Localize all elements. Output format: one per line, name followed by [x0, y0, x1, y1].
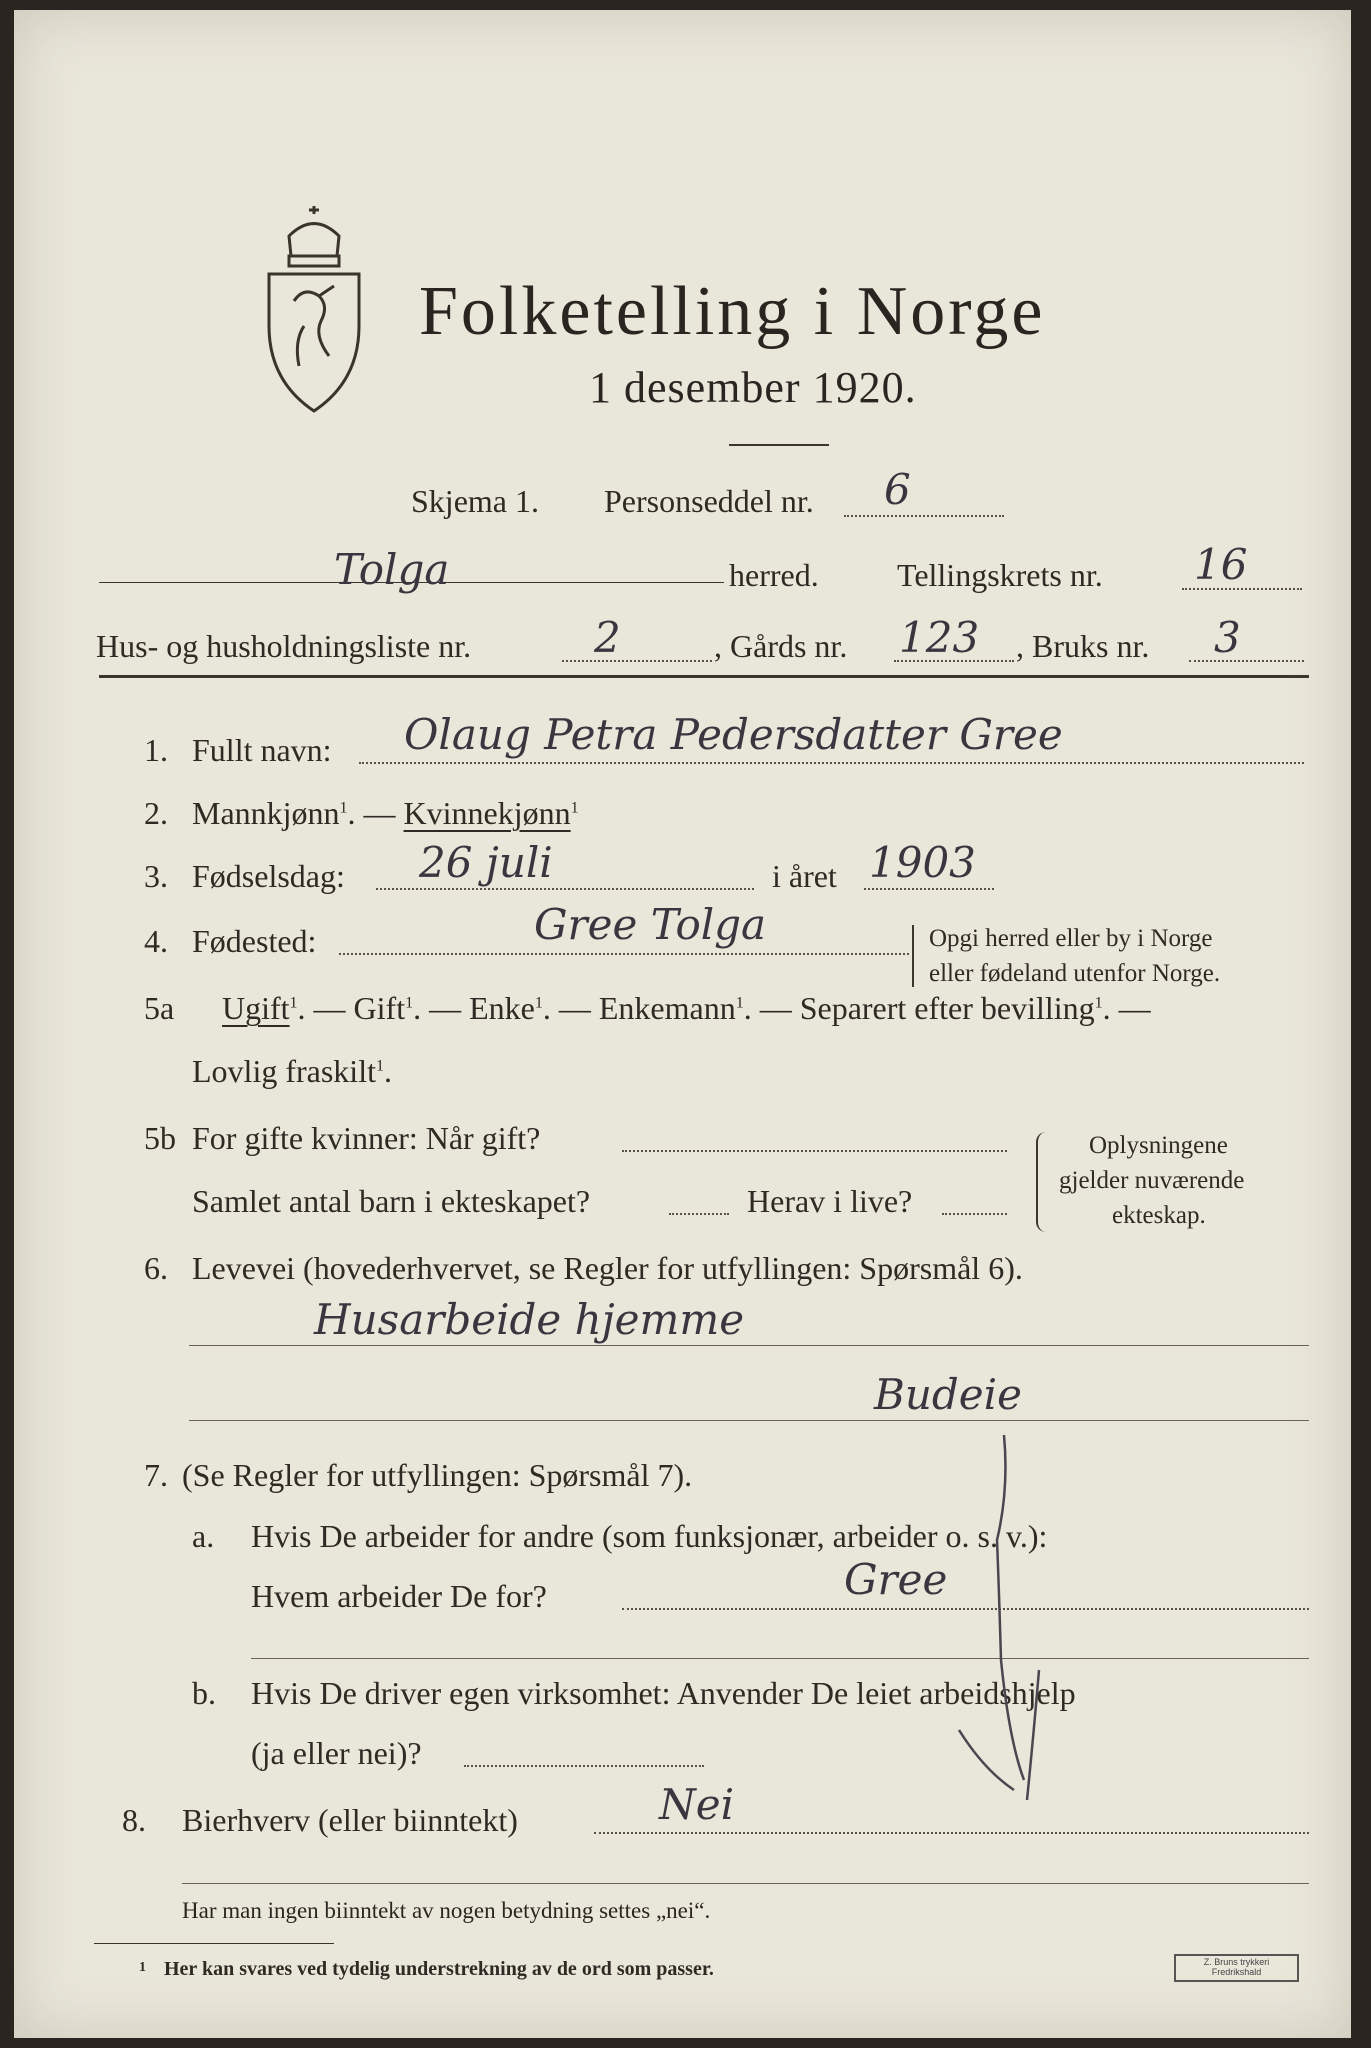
occupation-value-1[interactable]: Husarbeide hjemme [314, 1295, 745, 1344]
birthplace-value[interactable]: Gree Tolga [534, 900, 767, 949]
q3-number: 3. [144, 858, 168, 894]
q7b-number: b. [192, 1675, 216, 1711]
q8-number: 8. [122, 1802, 146, 1838]
footnote-text: Her kan svares ved tydelig understrekning av de ord som passer. [164, 1958, 714, 1980]
employer-value[interactable]: Gree [844, 1555, 948, 1604]
birthplace-bracket [912, 925, 916, 987]
marital-gift[interactable]: . — Gift [297, 990, 406, 1026]
q7a-question: Hvem arbeider De for? [251, 1578, 547, 1614]
bruks-value[interactable]: 3 [1214, 613, 1241, 662]
sex-female-selected[interactable]: Kvinnekjønn [403, 795, 571, 831]
q8-label: Bierhverv (eller biinntekt) [182, 1802, 518, 1838]
q5b-number: 5b [144, 1120, 176, 1156]
sex-male[interactable]: Mannkjønn [192, 795, 340, 831]
birthplace-note-1: Opgi herred eller by i Norge [929, 925, 1213, 952]
census-form [14, 10, 1351, 2038]
q1-label: Fullt navn: [192, 732, 332, 768]
marital-ugift-selected[interactable]: Ugift [222, 990, 290, 1026]
q1-number: 1. [144, 732, 168, 768]
form-title: Folketelling i Norge [419, 273, 1046, 350]
sex-options: Mannkjønn$^1$. — Kvinnekjønn$^1$ [192, 795, 579, 831]
q7b-question: (ja eller nei)? [251, 1735, 422, 1771]
marital-fraskilt[interactable]: Lovlig fraskilt$^1$. [192, 1053, 392, 1089]
occupation-value-2[interactable]: Budeie [874, 1370, 1022, 1419]
marriage-note-1: Oplysningene [1089, 1132, 1228, 1159]
children-label: Samlet antal barn i ekteskapet? [192, 1183, 591, 1219]
q4-label: Fødested: [192, 923, 317, 959]
q6-number: 6. [144, 1250, 168, 1286]
q7-number: 7. [144, 1457, 168, 1493]
tellingskrets-value[interactable]: 16 [1194, 540, 1248, 589]
q4-number: 4. [144, 923, 168, 959]
marital-enkemann[interactable]: . — Enkemann [542, 990, 736, 1026]
q7b-label: Hvis De driver egen virksomhet: Anvender De leiet arbeidshjelp [251, 1675, 1076, 1711]
personseddel-value[interactable]: 6 [884, 465, 911, 514]
birth-year-value[interactable]: 1903 [869, 838, 976, 887]
q7a-label: Hvis De arbeider for andre (som funksjonær, arbeider o. s. v.): [251, 1518, 1048, 1554]
gards-value[interactable]: 123 [899, 613, 980, 662]
gards-label: , Gårds nr. [714, 628, 848, 664]
birthplace-note-2: eller fødeland utenfor Norge. [929, 960, 1221, 987]
schema-label: Skjema 1. [411, 483, 539, 519]
marriage-note-3: ekteskap. [1112, 1202, 1206, 1229]
herred-label: herred. [729, 557, 819, 593]
year-label: i året [772, 858, 837, 894]
census-date: 1 desember 1920. [589, 363, 917, 412]
birthday-value[interactable]: 26 juli [419, 838, 553, 887]
check-mark-icon [939, 1430, 1059, 1810]
personseddel-label: Personseddel nr. [604, 483, 814, 519]
husliste-value[interactable]: 2 [594, 613, 621, 662]
q7a-number: a. [192, 1518, 215, 1554]
q6-label: Levevei (hovederhvervet, se Regler for utfyllingen: Spørsmål 6). [192, 1250, 1023, 1286]
full-name-value[interactable]: Olaug Petra Pedersdatter Gree [404, 710, 1063, 759]
side-income-value[interactable]: Nei [659, 1780, 735, 1829]
q7-label: (Se Regler for utfyllingen: Spørsmål 7). [182, 1457, 693, 1493]
marital-separert[interactable]: . — Separert efter bevilling [743, 990, 1095, 1026]
q2-number: 2. [144, 795, 168, 831]
q3-label: Fødselsdag: [192, 858, 345, 894]
alive-label: Herav i live? [747, 1183, 913, 1219]
q5a-number: 5a [144, 990, 175, 1026]
tellingskrets-label: Tellingskrets nr. [897, 557, 1103, 593]
title-divider [729, 444, 829, 446]
header-divider [99, 675, 1309, 678]
norway-coat-of-arms-icon [259, 206, 369, 416]
marital-options: Ugift$^1$. — Gift$^1$. — Enke$^1$. — Enkemann$^1$. — Separert efter bevilling$^1$. — [222, 990, 1151, 1026]
marriage-note-2: gjelder nuværende [1059, 1167, 1245, 1194]
q5b-label: For gifte kvinner: Når gift? [192, 1120, 541, 1156]
husliste-label: Hus- og husholdningsliste nr. [96, 628, 472, 664]
marital-enke[interactable]: . — Enke [413, 990, 535, 1026]
bruks-label: , Bruks nr. [1016, 628, 1150, 664]
footnote-number: 1 [139, 1960, 146, 1975]
footer-note: Har man ingen biinntekt av nogen betydning settes „nei“. [182, 1898, 711, 1923]
herred-value[interactable]: Tolga [334, 545, 450, 594]
printer-stamp: Z. Bruns trykkeri Fredrikshald [1174, 1954, 1299, 1982]
